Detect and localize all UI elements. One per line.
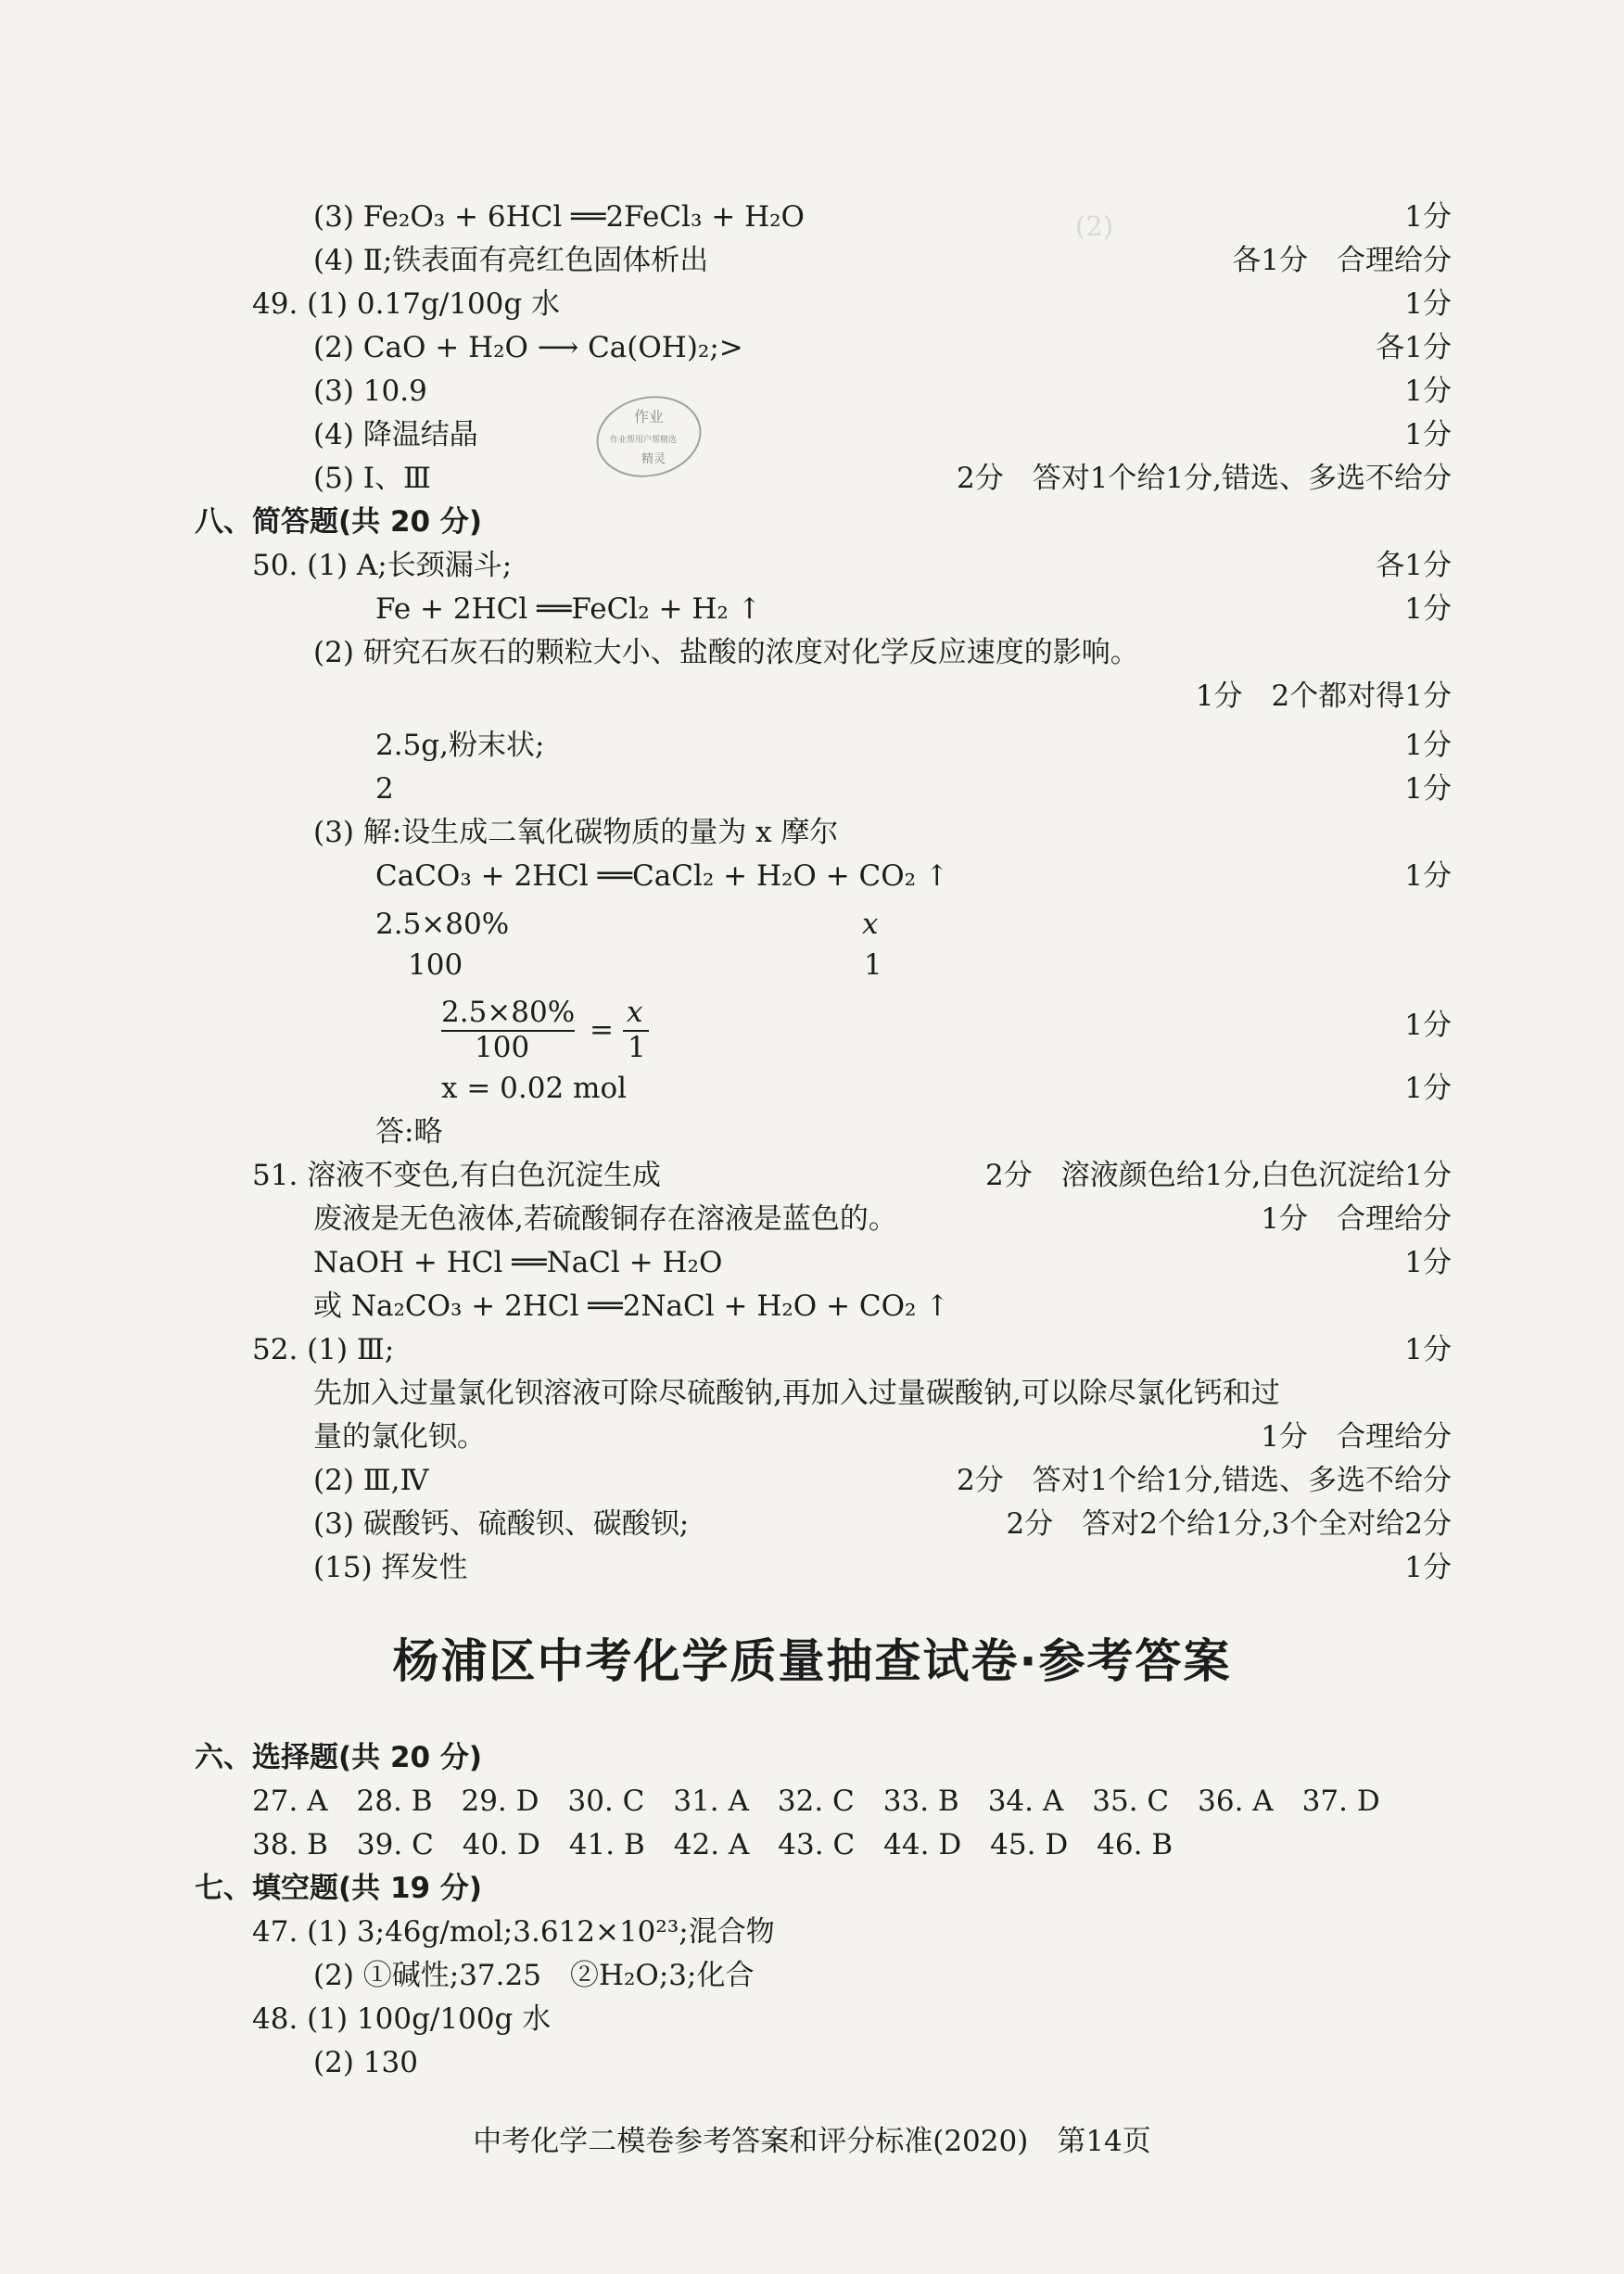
q52-line-3: 量的氯化钡。	[313, 1420, 486, 1454]
q49-line-3: (3) 10.9	[313, 375, 427, 408]
q51-line-1: 51. 溶液不变色,有白色沉淀生成	[252, 1159, 662, 1192]
q49-score-3: 1分	[1404, 375, 1452, 408]
q50-line-6: (3) 解:设生成二氧化碳物质的量为 x 摩尔	[313, 816, 839, 849]
q52-line-2: 先加入过量氯化钡溶液可除尽硫酸钠,再加入过量碳酸钠,可以除尽氯化钙和过	[313, 1377, 1280, 1410]
q49-line-5: (5) Ⅰ、Ⅲ	[313, 462, 431, 495]
q51-line-2: 废液是无色液体,若硫酸铜存在溶液是蓝色的。	[313, 1202, 897, 1236]
q50-score-10: 1分	[1404, 1009, 1452, 1042]
q50-line-1: 50. (1) A;长颈漏斗;	[252, 549, 513, 582]
q50-line-3: (2) 研究石灰石的颗粒大小、盐酸的浓度对化学反应速度的影响。	[313, 636, 1139, 669]
q52-line-1: 52. (1) Ⅲ;	[252, 1333, 395, 1366]
q50-score-3: 1分 2个都对得1分	[1195, 680, 1452, 713]
q49-score-4: 1分	[1404, 418, 1452, 451]
q50-ratio-bottom-right: 1	[864, 948, 882, 982]
q49-line-4: (4) 降温结晶	[313, 418, 478, 451]
q52-line-5: (3) 碳酸钙、硫酸钡、碳酸钡;	[313, 1507, 690, 1541]
section-8-heading: 八、简答题(共 20 分)	[195, 505, 483, 539]
q52-line-6: (15) 挥发性	[313, 1551, 468, 1584]
q50-ratio-top-right: x	[862, 908, 879, 941]
q51-line-4: 或 Na₂CO₃ + 2HCl ══2NaCl + H₂O + CO₂ ↑	[313, 1289, 950, 1323]
q48-line-1: 48. (1) 100g/100g 水	[252, 2002, 552, 2036]
q51-line-3: NaOH + HCl ══NaCl + H₂O	[313, 1246, 723, 1279]
q50-result: x = 0.02 mol	[441, 1072, 628, 1105]
page-footer: 中考化学二模卷参考答案和评分标准(2020) 第14页	[473, 2125, 1151, 2158]
q50-score-1: 各1分	[1376, 549, 1452, 582]
q48-line-4: (4) Ⅱ;铁表面有亮红色固体析出	[313, 244, 709, 277]
stamp-top-text: 作业	[634, 408, 665, 426]
q52-score-5: 2分 答对2个给1分,3个全对给2分	[1006, 1507, 1452, 1541]
q50-score-7: 1分	[1404, 859, 1452, 893]
q49-score-5: 2分 答对1个给1分,错选、多选不给分	[956, 462, 1452, 495]
q50-line-2: Fe + 2HCl ══FeCl₂ + H₂ ↑	[375, 592, 762, 626]
q49-score-2: 各1分	[1376, 331, 1452, 364]
q51-score-3: 1分	[1404, 1246, 1452, 1279]
q52-line-4: (2) Ⅲ,Ⅳ	[313, 1464, 429, 1497]
q48-line-3: (3) Fe₂O₃ + 6HCl ══2FeCl₃ + H₂O	[313, 200, 805, 234]
stamp-middle-text: 作业帮用户帮精选	[610, 436, 678, 445]
bleed-through-marks: (2)	[1075, 210, 1114, 242]
section-7-heading: 七、填空题(共 19 分)	[195, 1872, 483, 1905]
q50-score-2: 1分	[1404, 592, 1452, 626]
q50-line-5: 2	[375, 772, 394, 806]
watermark-stamp	[593, 394, 704, 479]
q48-score-4: 各1分 合理给分	[1232, 244, 1452, 277]
q47-line-1: 47. (1) 3;46g/mol;3.612×10²³;混合物	[252, 1915, 775, 1949]
q49-line-2: (2) CaO + H₂O ⟶ Ca(OH)₂;>	[313, 331, 743, 364]
q47-line-2: (2) ①碱性;37.25 ②H₂O;3;化合	[313, 1959, 755, 1992]
q51-score-2: 1分 合理给分	[1261, 1202, 1452, 1236]
q50-line-4: 2.5g,粉末状;	[375, 729, 545, 762]
fraction-left-numerator: 2.5×80%	[441, 996, 576, 1029]
q52-score-3: 1分 合理给分	[1261, 1420, 1452, 1454]
fraction-right-denominator: 1	[628, 1031, 646, 1064]
q51-score-1: 2分 溶液颜色给1分,白色沉淀给1分	[984, 1159, 1452, 1192]
q50-equation: CaCO₃ + 2HCl ══CaCl₂ + H₂O + CO₂ ↑	[375, 859, 949, 893]
q50-ratio-bottom-left: 100	[408, 948, 463, 982]
q48-score-3: 1分	[1404, 200, 1452, 234]
section-6-heading: 六、选择题(共 20 分)	[195, 1741, 483, 1774]
choice-answers-row-1: 27. A 28. B 29. D 30. C 31. A 32. C 33. B 34. A 35. C 36. A 37. D	[252, 1785, 1380, 1818]
q52-score-4: 2分 答对1个给1分,错选、多选不给分	[956, 1464, 1452, 1497]
q50-score-5: 1分	[1404, 772, 1452, 806]
q52-score-1: 1分	[1404, 1333, 1452, 1366]
fraction-equals: =	[590, 1013, 614, 1047]
q50-ratio-top-left: 2.5×80%	[375, 908, 510, 941]
page-title: 杨浦区中考化学质量抽查试卷·参考答案	[392, 1634, 1232, 1688]
q50-score-11: 1分	[1404, 1072, 1452, 1105]
q52-score-6: 1分	[1404, 1551, 1452, 1584]
fraction-right-numerator: x	[627, 996, 643, 1029]
q49-score-1: 1分	[1404, 287, 1452, 321]
q50-score-4: 1分	[1404, 729, 1452, 762]
fraction-left-denominator: 100	[475, 1031, 530, 1064]
choice-answers-row-2: 38. B 39. C 40. D 41. B 42. A 43. C 44. D 45. D 46. B	[252, 1828, 1174, 1861]
q49-line-1: 49. (1) 0.17g/100g 水	[252, 287, 561, 321]
stamp-bottom-text: 精灵	[641, 452, 666, 466]
q48-line-2: (2) 130	[313, 2046, 418, 2079]
q50-answer: 答:略	[375, 1115, 443, 1149]
